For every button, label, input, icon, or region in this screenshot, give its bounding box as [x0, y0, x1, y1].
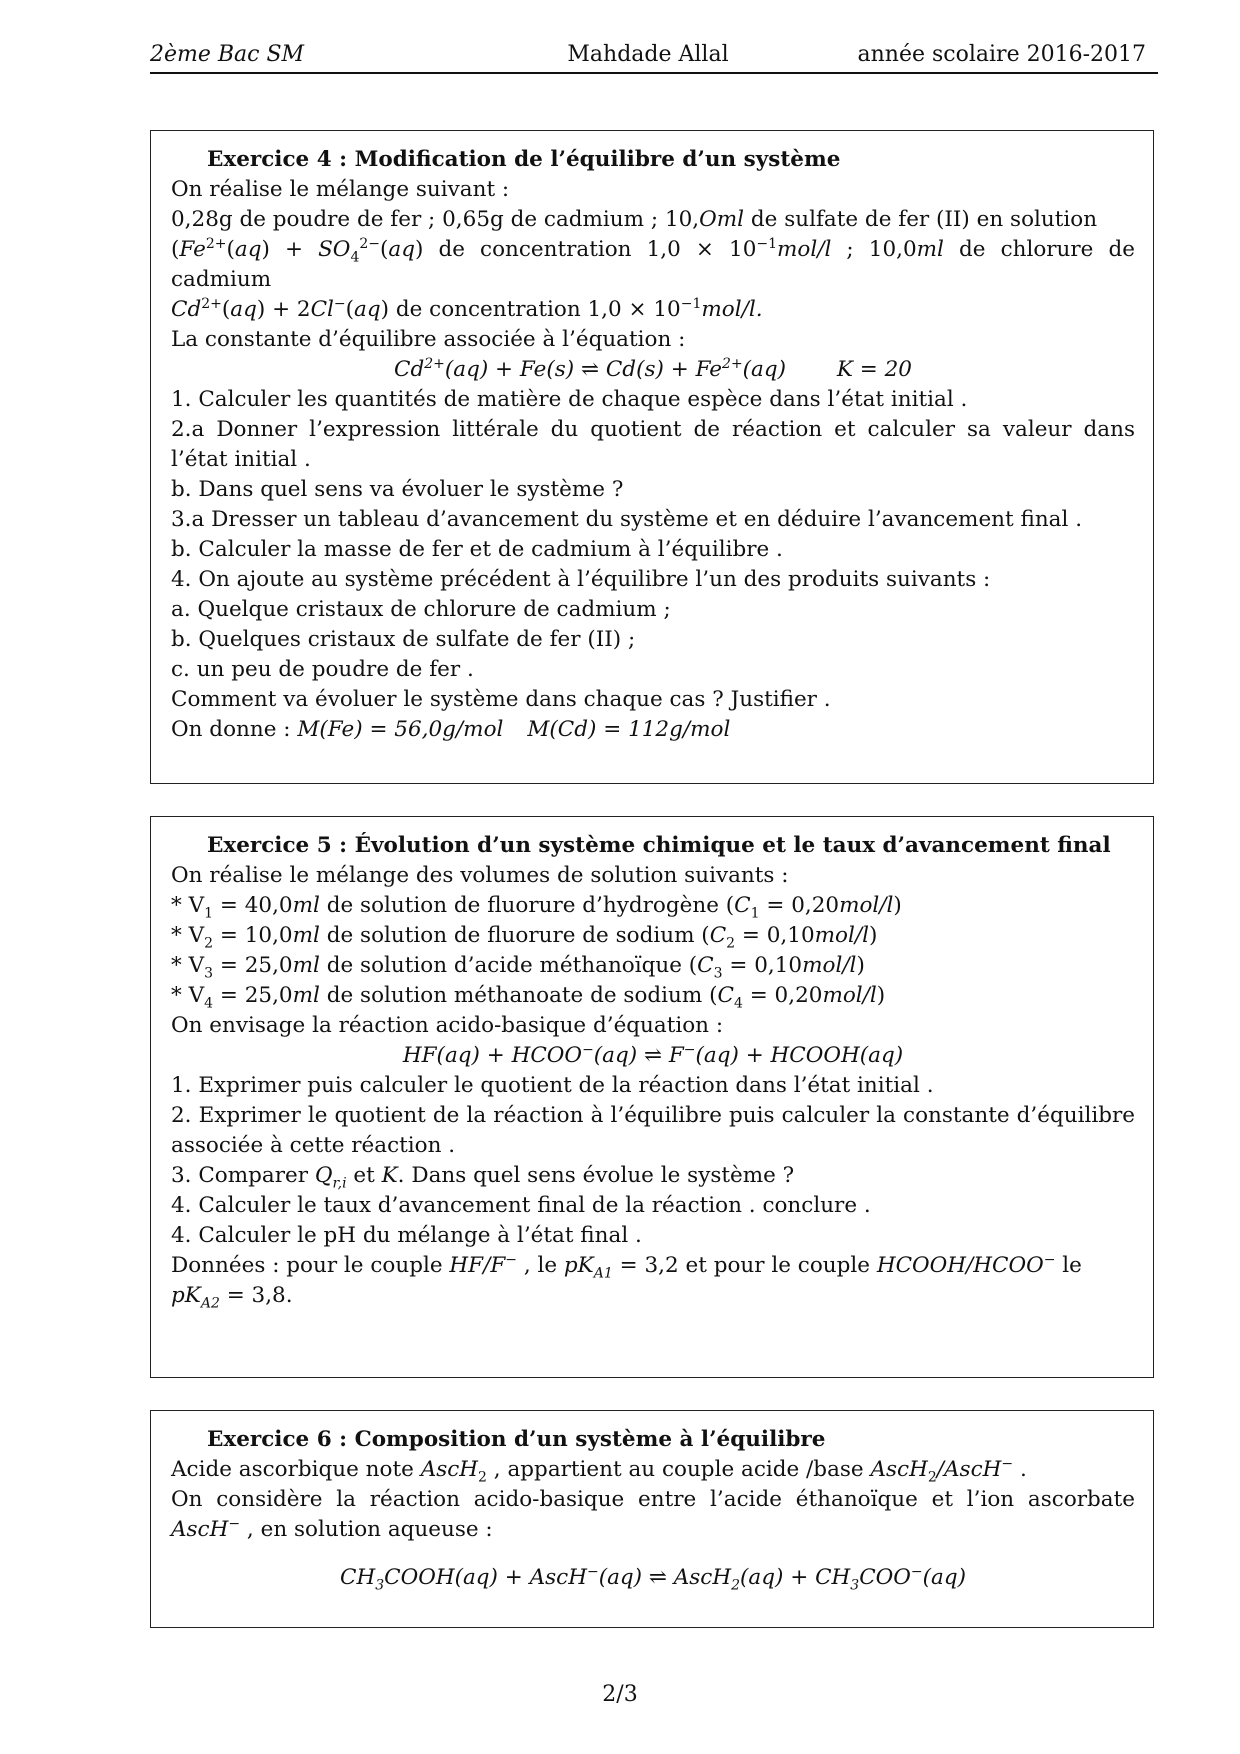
ex4-q4a: a. Quelque cristaux de chlorure de cadmium ;: [171, 597, 671, 622]
ex5-v4: * $V_4 = 25,0ml$ de solution méthanoate de sodium $(C_4 = 0,20mol/l)$: [171, 983, 886, 1012]
exercise-5-title: Exercice 5 : Évolution d’un système chimique et le taux d’avancement final: [207, 833, 1111, 858]
ex4-q4c: c. un peu de poudre de fer .: [171, 657, 474, 682]
exercise-6-box: [150, 1410, 1154, 1628]
ex4-q4b: b. Quelques cristaux de sulfate de fer (II) ;: [171, 627, 636, 652]
header-author: Mahdade Allal: [567, 42, 729, 67]
exercise-6-title: Exercice 6 : Composition d’un système à l’équilibre: [207, 1427, 826, 1452]
ex4-q4d: Comment va évoluer le système dans chaque cas ? Justifier .: [171, 687, 831, 712]
ex5-v2: * $V_2 = 10,0ml$ de solution de fluorure de sodium $(C_2 = 0,10mol/l)$: [171, 923, 878, 952]
ex5-intro: On réalise le mélange des volumes de solution suivants :: [171, 863, 789, 888]
ex5-v1: * $V_1 = 40,0ml$ de solution de fluorure d’hydrogène $(C_1 = 0,20mol/l)$: [171, 893, 902, 922]
ex4-given: On donne : M(Fe) = 56,0g/mol M(Cd) = 112g/mol: [171, 717, 731, 742]
ex5-v3: * $V_3 = 25,0ml$ de solution d’acide méthanoïque $(C_3 = 0,10mol/l)$: [171, 953, 865, 982]
ex4-k-value: K = 20: [836, 357, 912, 382]
ex4-constant-intro: La constante d’équilibre associée à l’équation :: [171, 327, 686, 352]
exercise-4-title: Exercice 4 : Modification de l’équilibre d’un système: [207, 147, 841, 172]
ex5-q3: 3. Comparer $Q_{r,i}$ et K. Dans quel sens évolue le système ?: [171, 1163, 795, 1192]
ex6-line1: Acide ascorbique note AscH$_2$ , appartient au couple acide /base AscH$_2$/AscH− .: [171, 1455, 1027, 1486]
ex5-data: Données : pour le couple HF/F− , le $pK_{A1} = 3,2$ et pour le couple HCOOH/HCOO− le $pK_{A2} = 3,8$.: [171, 1251, 1082, 1312]
header-year: année scolaire 2016-2017: [857, 42, 1146, 67]
ex4-q4: 4. On ajoute au système précédent à l’équilibre l’un des produits suivants :: [171, 567, 991, 592]
page-header: [150, 38, 1146, 70]
ex4-q2b: b. Dans quel sens va évoluer le système ?: [171, 477, 624, 502]
ex4-intro: On réalise le mélange suivant :: [171, 177, 510, 202]
ex5-q5: 4. Calculer le pH du mélange à l’état final .: [171, 1223, 642, 1248]
ex4-mixture: 0,28g de poudre de fer ; 0,65g de cadmium ; 10,Oml de sulfate de fer (II) en solution ($Fe^{2+}(aq) + SO_4^{2-}(aq)$ de concentration $1,0 \times 10^{-1}mol/l$ ; 10,0ml de chlorure de cadmium $Cd^{2+}(aq) + 2Cl^-(aq)$ de concentration $1,0 \times 10^{-1}mol/l$.: [171, 207, 1135, 322]
ex5-q2: 2. Exprimer le quotient de la réaction à l’équilibre puis calculer la constante d’équilibre associée à cette réaction .: [171, 1103, 1135, 1158]
ex5-equation: HF(aq) + HCOO−(aq) ⇌ F−(aq) + HCOOH(aq): [402, 1041, 904, 1068]
header-class: 2ème Bac SM: [150, 42, 305, 67]
ex4-q3b: b. Calculer la masse de fer et de cadmium à l’équilibre .: [171, 537, 783, 562]
ex6-line2: On considère la réaction acido-basique entre l’acide éthanoïque et l’ion ascorbate AscH− , en solution aqueuse :: [171, 1487, 1135, 1542]
page-number: 2/3: [602, 1682, 638, 1707]
header-rule: [150, 72, 1158, 74]
ex4-equation: $Cd^{2+}(aq) + Fe(s)$ ⇌ $Cd(s) + Fe^{2+}(aq) K = 20$: [394, 355, 912, 382]
ex5-q1: 1. Exprimer puis calculer le quotient de la réaction dans l’état initial .: [171, 1073, 934, 1098]
ex4-q3a: 3.a Dresser un tableau d’avancement du système et en déduire l’avancement final .: [171, 507, 1083, 532]
ex5-q4: 4. Calculer le taux d’avancement final de la réaction . conclure .: [171, 1193, 871, 1218]
ex5-envisage: On envisage la réaction acido-basique d’équation :: [171, 1013, 724, 1038]
exercise-4-box: [150, 130, 1154, 784]
ex4-q1: 1. Calculer les quantités de matière de chaque espèce dans l’état initial .: [171, 387, 968, 412]
exercise-5-box: [150, 816, 1154, 1378]
ex6-equation: $CH_3COOH(aq)$ + AscH−(aq) ⇌ AscH$_2$(aq) + $CH_3COO^-(aq)$: [340, 1563, 966, 1594]
ex4-q2a: 2.a Donner l’expression littérale du quotient de réaction et calculer sa valeur dans l’état initial .: [171, 417, 1135, 472]
